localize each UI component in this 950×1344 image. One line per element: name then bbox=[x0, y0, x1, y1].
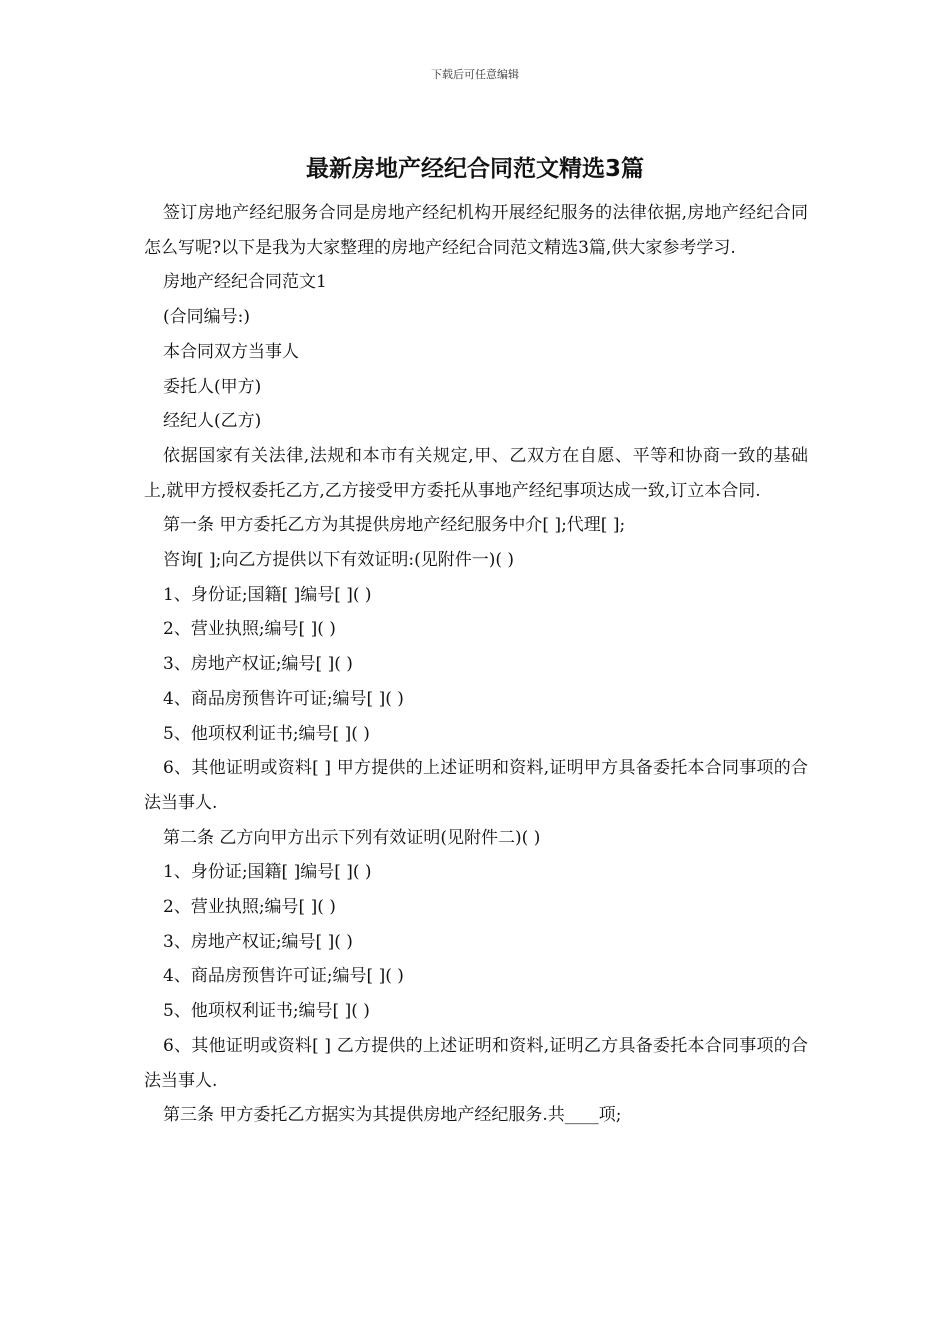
list-item: 1、身份证;国籍[ ]编号[ ]( ) bbox=[163, 584, 372, 605]
contract-number: (合同编号:) bbox=[163, 307, 250, 328]
list-item: 3、房地产权证;编号[ ]( ) bbox=[163, 931, 353, 952]
document-body bbox=[144, 196, 808, 1133]
article-1-continued: 咨询[ ];向乙方提供以下有效证明:(见附件一)( ) bbox=[163, 550, 515, 571]
document-title: 最新房地产经纪合同范文精选3篇 bbox=[305, 156, 644, 182]
article-1: 第一条 甲方委托乙方为其提供房地产经纪服务中介[ ];代理[ ]; bbox=[163, 515, 626, 536]
article-3: 第三条 甲方委托乙方据实为其提供房地产经纪服务.共____项; bbox=[163, 1105, 622, 1126]
page-header-note: 下载后可任意编辑 bbox=[431, 68, 519, 81]
list-item: 3、房地产权证;编号[ ]( ) bbox=[163, 654, 353, 675]
party-a: 委托人(甲方) bbox=[163, 376, 262, 397]
section-heading: 房地产经纪合同范文1 bbox=[163, 272, 327, 293]
preamble-paragraph: 依据国家有关法律,法规和本市有关规定,甲、乙双方在自愿、平等和协商一致的基础上,就甲方授权委托乙方,乙方接受甲方委托从事地产经纪事项达成一致,订立本合同. bbox=[144, 445, 808, 501]
article-2: 第二条 乙方向甲方出示下列有效证明(见附件二)( ) bbox=[163, 827, 541, 848]
parties-heading: 本合同双方当事人 bbox=[163, 341, 299, 362]
party-b: 经纪人(乙方) bbox=[163, 411, 262, 432]
list-item: 6、其他证明或资料[ ] 甲方提供的上述证明和资料,证明甲方具备委托本合同事项的合法当事人. bbox=[144, 758, 808, 813]
list-item: 2、营业执照;编号[ ]( ) bbox=[163, 619, 336, 640]
list-item: 4、商品房预售许可证;编号[ ]( ) bbox=[163, 966, 404, 987]
list-item: 4、商品房预售许可证;编号[ ]( ) bbox=[163, 688, 404, 709]
list-item: 6、其他证明或资料[ ] 乙方提供的上述证明和资料,证明乙方具备委托本合同事项的合法当事人. bbox=[144, 1035, 808, 1091]
list-item: 2、营业执照;编号[ ]( ) bbox=[163, 897, 336, 918]
intro-paragraph: 签订房地产经纪服务合同是房地产经纪机构开展经纪服务的法律依据,房地产经纪合同怎么写呢?以下是我为大家整理的房地产经纪合同范文精选3篇,供大家参考学习. bbox=[144, 203, 808, 258]
list-item: 5、他项权利证书;编号[ ]( ) bbox=[163, 1001, 370, 1022]
list-item: 5、他项权利证书;编号[ ]( ) bbox=[163, 723, 370, 744]
list-item: 1、身份证;国籍[ ]编号[ ]( ) bbox=[163, 862, 372, 883]
